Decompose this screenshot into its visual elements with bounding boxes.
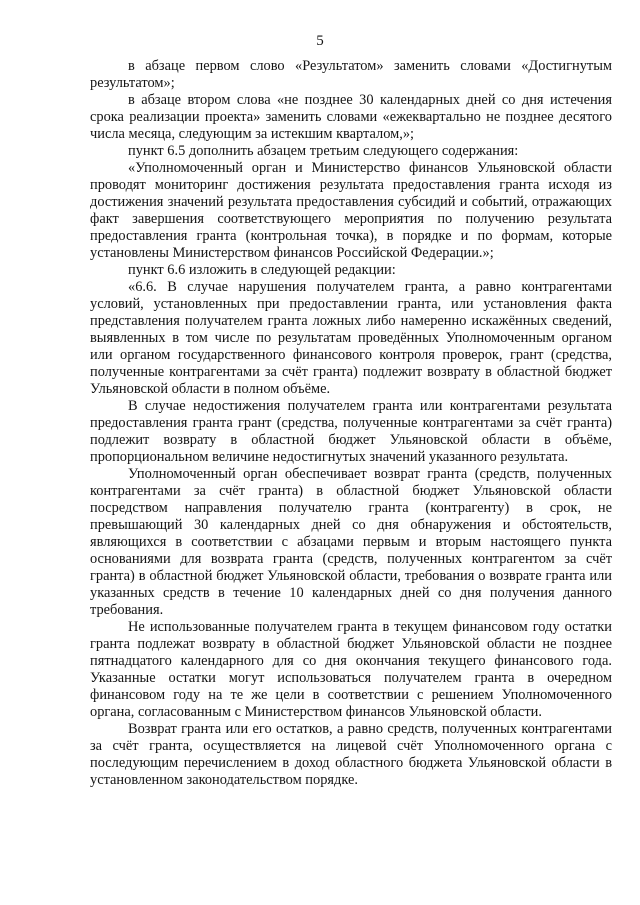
paragraph: Не использованные получателем гранта в текущем финансовом году остатки гранта подлежат возврату в областной бюджет Ульяновской области не позднее пятнадцатого календарного для со дня окончания текущего финансового года. Указанные остатки могут использоваться получателем гранта в очередном финансовом году на те же цели в соответствии с решением Уполномоченного органа, согласованным с Министерством финансов Ульяновской области.	[90, 619, 612, 720]
paragraph: «6.6. В случае нарушения получателем гранта, а равно контрагентами условий, установленных при предоставлении гранта, или установления факта представления получателем гранта ложных либо намеренно искажённых сведений, выявленных в том числе по результатам проведённых Уполномоченным органом или органом государственного финансового контроля проверок, грант (средства, полученные контрагентами за счёт гранта) подлежит возврату в областной бюджет Ульяновской области в полном объёме.	[90, 279, 612, 397]
paragraph: пункт 6.6 изложить в следующей редакции:	[128, 262, 396, 278]
document-body	[90, 58, 612, 789]
page-number: 5	[316, 33, 324, 49]
paragraph: В случае недостижения получателем гранта или контрагентами результата предоставления гранта грант (средства, полученные контрагентами за счёт гранта) подлежит возврату в областной бюджет Ульяновской области в объёме, пропорциональном величине недостигнутых значений указанного результата.	[90, 398, 612, 465]
paragraph: Уполномоченный орган обеспечивает возврат гранта (средств, полученных контрагентами за счёт гранта) в областной бюджет Ульяновской области посредством направления получателю гранта (контрагенту) в срок, не превышающий 30 календарных дней со дня обнаружения и обстоятельств, являющихся в соответствии с абзацами первым и вторым настоящего пункта основаниями для возврата гранта (средств, полученных контрагентом за счёт гранта) в областной бюджет Ульяновской области, требования о возврате гранта или указанных средств в течение 10 календарных дней со дня получения данного требования.	[90, 466, 612, 618]
paragraph: «Уполномоченный орган и Министерство финансов Ульяновской области проводят мониторинг достижения результата предоставления гранта исходя из достижения значений результата предоставления субсидий и событий, отражающих факт завершения соответствующего мероприятия по получению результата предоставления гранта (контрольная точка), в порядке и по формам, которые установлены Министерством финансов Российской Федерации.»;	[90, 160, 612, 261]
paragraph: пункт 6.5 дополнить абзацем третьим следующего содержания:	[128, 143, 519, 159]
paragraph: в абзаце первом слово «Результатом» заменить словами «Достигнутым результатом»;	[90, 58, 612, 91]
paragraph: в абзаце втором слова «не позднее 30 календарных дней со дня истечения срока реализации проекта» заменить словами «ежеквартально не позднее десятого числа месяца, следующим за истекшим кварталом,»;	[90, 92, 612, 142]
paragraph: Возврат гранта или его остатков, а равно средств, полученных контрагентами за счёт гранта, осуществляется на лицевой счёт Уполномоченного органа с последующим перечислением в доход областного бюджета Ульяновской области в установленном законодательством порядке.	[90, 721, 612, 788]
